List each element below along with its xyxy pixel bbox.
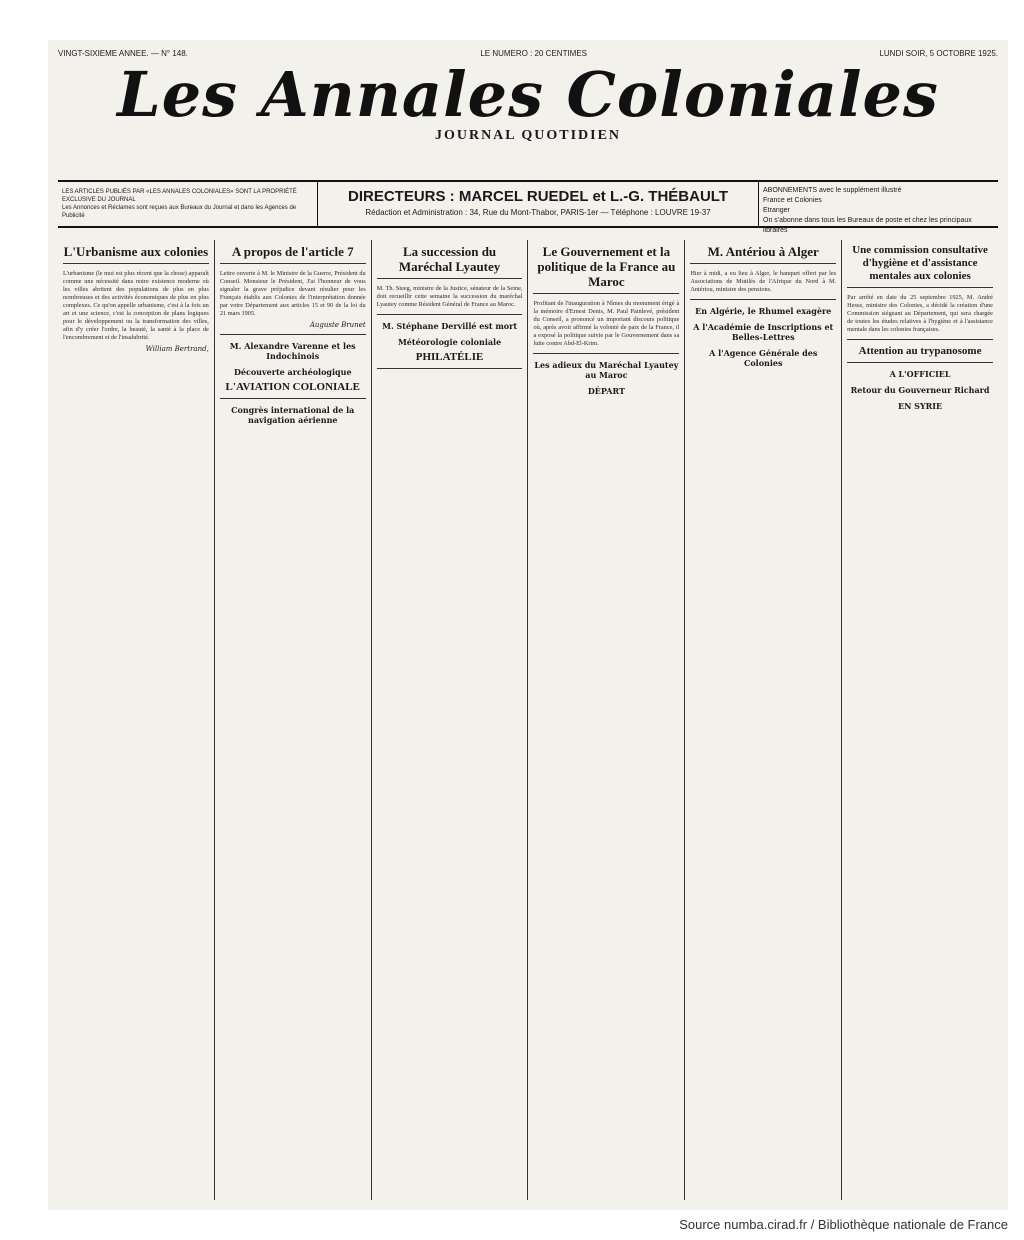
newspaper-page (48, 40, 1008, 1210)
subheading-syrie: EN SYRIE (897, 401, 943, 411)
column-1 (58, 240, 215, 1200)
subheading-varenne: M. Alexandre Varenne et les Indochinois (229, 341, 356, 361)
subheading-richard: Retour du Gouverneur Richard (850, 385, 990, 395)
info-bar (58, 180, 998, 234)
headline-urbanisme: L'Urbanisme aux colonies (63, 244, 209, 264)
directors-box (318, 182, 758, 226)
column-6 (842, 240, 998, 1200)
address: Rédaction et Administration : 34, Rue du Mont-Thabor, PARIS-1er — Téléphone : LOUVRE 19-37 (365, 208, 711, 217)
article-body: M. Th. Steeg, ministre de la Justice, sénateur de la Seine, doit recueillir cette semaine la succession du maréchal Lyautey comme Résident Général de France au Maroc. (376, 285, 523, 308)
divider (377, 314, 523, 315)
newspaper-title: Les Annales Coloniales (117, 58, 939, 131)
sub-note: On s'abonne dans tous les Bureaux de poste et chez les principaux libraires (763, 217, 972, 234)
headline-article7: A propos de l'article 7 (220, 244, 366, 264)
headline-maroc: Le Gouvernement et la politique de la France au Maroc (533, 244, 679, 294)
columns (58, 240, 998, 1200)
article-body: L'urbanisme (le mot est plus récent que la chose) apparaît comme une nécessité dans notre existence moderne où les villes abritent des populations de plus en plus nombreuses et des activités économiques de plus en plus complexes. Ce qu'on appelle urbanisme, c'est à la fois un art et une science, c'est la conception de plans logiques pour le développement ou la transformation des villes, afin d'y créer l'ordre, la beauté, la santé à la place de l'encombrement et de l'insalubrité. (63, 270, 209, 341)
subheading-officiel: A L'OFFICIEL (889, 369, 951, 379)
article-body: Par arrêté en date du 25 septembre 1925, M. André Hesse, ministre des Colonies, a décidé la création d'une Commission siégeant au Département, qui sera chargée de toutes les études relatives à l'hygiène et à l'assistance mentale dans les colonies françaises. (847, 294, 993, 333)
divider (220, 334, 366, 335)
subheading-archeologie: Découverte archéologique (233, 367, 352, 377)
headline-philatelie: PHILATÉLIE (377, 351, 523, 369)
subheading-congres: Congrès international de la navigation aérienne (231, 405, 355, 425)
column-3 (372, 240, 529, 1200)
subscriptions-box (758, 182, 998, 234)
notice-text-2: Les Annonces et Réclames sont reçues aux Bureaux du Journal et dans les Agences de Publicité (62, 205, 297, 219)
subheading-agence: A l'Agence Générale des Colonies (709, 348, 818, 368)
subheading-derville: M. Stéphane Dervillé est mort (382, 321, 518, 331)
headline-anteriou: M. Antériou à Alger (690, 244, 836, 264)
column-5 (685, 240, 842, 1200)
notice-box (58, 182, 318, 226)
column-2 (215, 240, 372, 1200)
subheading-adieux: Les adieux du Maréchal Lyautey au Maroc (534, 360, 679, 380)
issue-number: VINGT-SIXIEME ANNEE. — N° 148. (58, 48, 188, 58)
subscriptions-label: ABONNEMENTS avec le supplément illustré (763, 187, 902, 194)
sub-france: France et Colonies (763, 197, 822, 204)
subheading-academie: A l'Académie de Inscriptions et Belles-Lettres (693, 322, 834, 342)
source-credit: Source numba.cirad.fr / Bibliothèque nationale de France (679, 1217, 1008, 1232)
newspaper-subtitle: JOURNAL QUOTIDIEN (434, 128, 622, 143)
subheading-depart: DÉPART (587, 386, 625, 396)
byline: Auguste Brunet (309, 321, 366, 329)
headline-aviation: L'AVIATION COLONIALE (220, 381, 366, 399)
sub-etranger: Etranger (763, 207, 790, 214)
divider (690, 299, 836, 300)
masthead (58, 56, 998, 144)
subheading-meteo: Météorologie coloniale (397, 337, 502, 347)
subheading-rhumel: En Algérie, le Rhumel exagère (695, 306, 832, 316)
headline-hygiene: Une commission consultative d'hygiène et d'assistance mentales aux colonies (847, 244, 993, 288)
article-body: Hier à midi, a eu lieu à Alger, le banquet offert par les Associations de Mutilés de l'Afrique du Nord à M. Antériou, ministre des pensions. (690, 270, 837, 293)
headline-lyautey: La succession du Maréchal Lyautey (377, 244, 523, 279)
divider (533, 353, 679, 354)
divider (847, 339, 993, 340)
issue-date: LUNDI SOIR, 5 OCTOBRE 1925. (879, 48, 998, 58)
column-4 (528, 240, 685, 1200)
directors: DIRECTEURS : MARCEL RUEDEL et L.-G. THÉBAULT (347, 188, 728, 205)
notice-text: LES ARTICLES PUBLIÉS PAR «LES ANNALES COLONIALES» SONT LA PROPRIÉTÉ EXCLUSIVE DU JOURNAL (62, 189, 297, 203)
byline: William Bertrand, (145, 345, 209, 353)
headline-trypanosome: Attention au trypanosome (847, 345, 993, 363)
article-body: Profitant de l'inauguration à Nîmes du monument érigé à la mémoire d'Ernest Denis, M. Paul Painlevé, président du Conseil, a prononcé un important discours politique où, après avoir affirmé la volonté de paix de la France, il a exposé la politique suivie par le Gouvernement dans sa lutte contre Abd-El-Krim. (533, 300, 680, 347)
issue-price: LE NUMERO : 20 CENTIMES (480, 48, 588, 58)
article-body: Lettre ouverte à M. le Ministre de la Guerre, Président du Conseil. Monsieur le Président, J'ai l'honneur de vous signaler la grave préjudice devant résulter pour les Français établis aux Colonies de l'interprétation donnée par votre Département aux articles 15 et 90 de la loi du 21 mars 1905. (219, 270, 366, 317)
